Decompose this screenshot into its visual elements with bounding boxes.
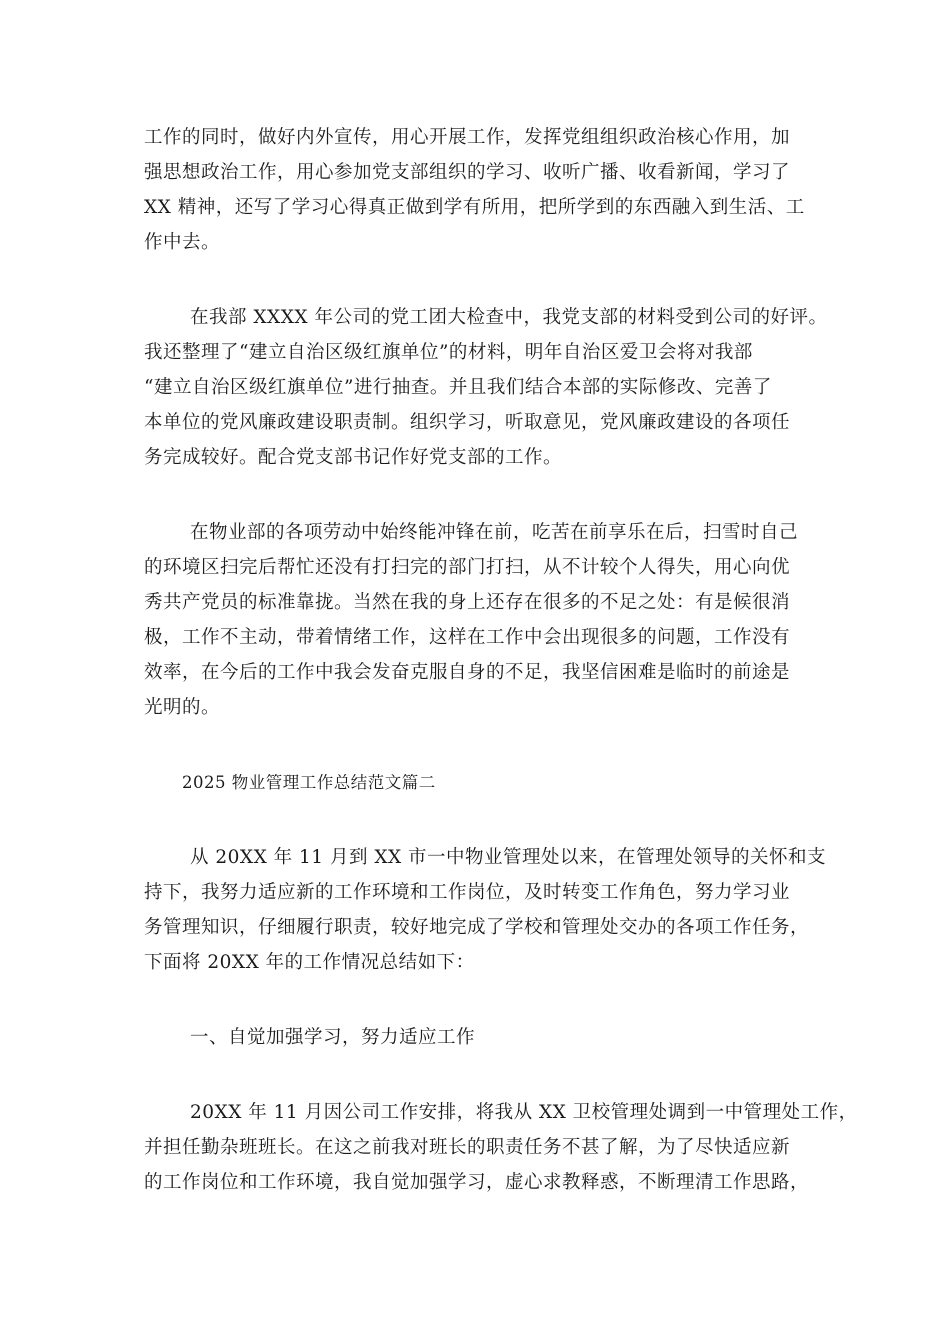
paragraph-2-line-4: 本单位的党风廉政建设职责制。组织学习，听取意见，党风廉政建设的各项任 [144,412,791,433]
paragraph-3-line-3: 秀共产党员的标准靠拢。当然在我的身上还存在很多的不足之处：有是候很消 [144,592,791,613]
paragraph-4-line-1: 从 20XX 年 11 月到 XX 市一中物业管理处以来，在管理处领导的关怀和支 [190,847,827,868]
paragraph-5-line-1: 20XX 年 11 月因公司工作安排，将我从 XX 卫校管理处调到一中管理处工作， [190,1102,858,1123]
paragraph-3-line-2: 的环境区扫完后帮忙还没有打扫完的部门打扫，从不计较个人得失，用心向优 [144,557,791,578]
paragraph-4-line-3: 务管理知识，仔细履行职责，较好地完成了学校和管理处交办的各项工作任务， [144,917,810,938]
paragraph-1-line-4: 作中去。 [144,232,221,253]
paragraph-5-line-2: 并担任勤杂班班长。在这之前我对班长的职责任务不甚了解，为了尽快适应新 [144,1137,791,1158]
paragraph-1-line-1: 工作的同时，做好内外宣传，用心开展工作，发挥党组组织政治核心作用，加 [144,127,791,148]
paragraph-2-line-3: “建立自治区级红旗单位”进行抽查。并且我们结合本部的实际修改、完善了 [144,377,772,398]
paragraph-3-line-5: 效率，在今后的工作中我会发奋克服自身的不足，我坚信困难是临时的前途是 [144,662,791,683]
paragraph-2-line-2: 我还整理了“建立自治区级红旗单位”的材料，明年自治区爱卫会将对我部 [144,342,753,363]
paragraph-2-line-1: 在我部 XXXX 年公司的党工团大检查中，我党支部的材料受到公司的好评。 [190,307,828,328]
paragraph-2-line-5: 务完成较好。配合党支部书记作好党支部的工作。 [144,447,563,468]
paragraph-3-line-4: 极，工作不主动，带着情绪工作，这样在工作中会出现很多的问题，工作没有 [144,627,791,648]
subheading-1: 一、自觉加强学习，努力适应工作 [190,1027,476,1048]
paragraph-3-line-1: 在物业部的各项劳动中始终能冲锋在前，吃苦在前享乐在后，扫雪时自己 [190,522,799,543]
paragraph-5-line-3: 的工作岗位和工作环境，我自觉加强学习，虚心求教释惑，不断理清工作思路， [144,1172,810,1193]
paragraph-1-line-3: XX 精神，还写了学习心得真正做到学有所用，把所学到的东西融入到生活、工 [144,197,805,218]
paragraph-1-line-2: 强思想政治工作，用心参加党支部组织的学习、收听广播、收看新闻，学习了 [144,162,791,183]
paragraph-3-line-6: 光明的。 [144,697,221,718]
section-title: 2025 物业管理工作总结范文篇二 [182,773,436,792]
paragraph-4-line-2: 持下，我努力适应新的工作环境和工作岗位，及时转变工作角色，努力学习业 [144,882,791,903]
paragraph-4-line-4: 下面将 20XX 年的工作情况总结如下： [144,952,475,973]
